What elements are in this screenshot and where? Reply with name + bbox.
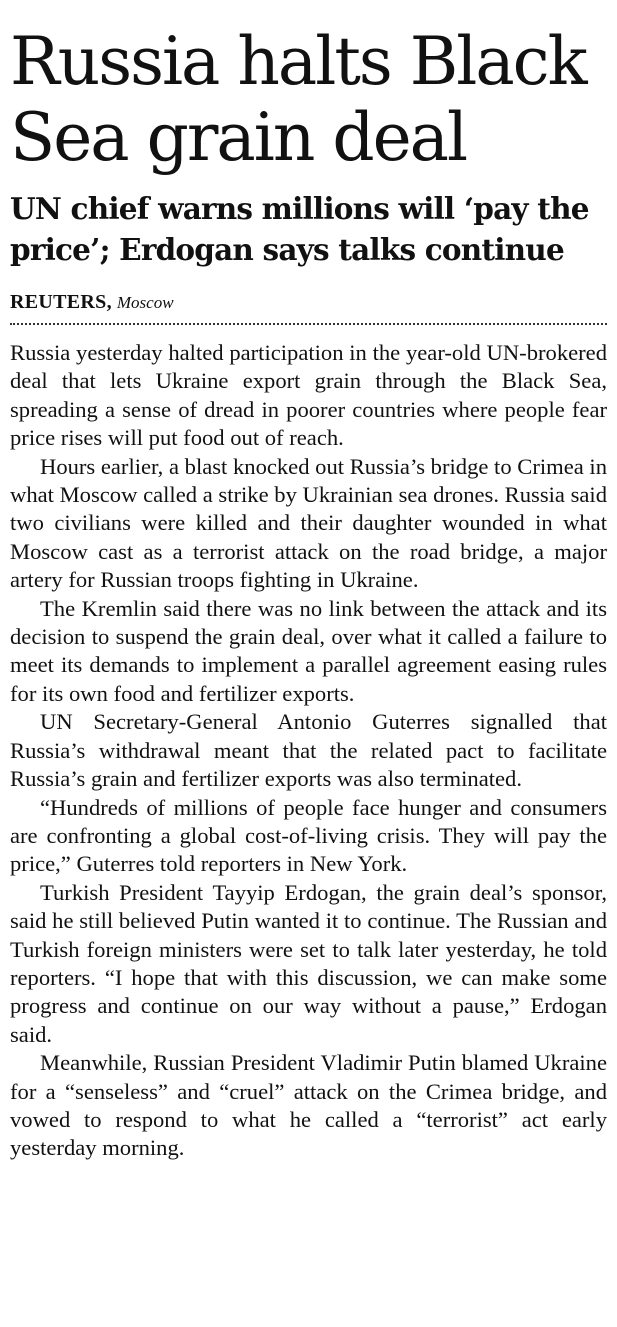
paragraph: UN Secretary-General Antonio Guterres signalled that Russia’s withdrawal meant that the related pact to facilitate Russia’s grain and fertilizer exports was also terminated. bbox=[10, 709, 607, 792]
article-body bbox=[10, 339, 607, 1163]
byline-location: Moscow bbox=[116, 293, 174, 312]
paragraph: “Hundreds of millions of people face hunger and consumers are confronting a global cost-of-living crisis. They will pay the price,” Guterres told reporters in New York. bbox=[10, 794, 607, 877]
byline bbox=[10, 290, 607, 315]
headline: Russia halts Black Sea grain deal bbox=[10, 23, 586, 176]
subheadline: UN chief warns millions will ‘pay the price’; Erdogan says talks continue bbox=[10, 191, 589, 267]
news-article bbox=[10, 0, 607, 1163]
paragraph: Russia yesterday halted participation in the year-old UN-brokered deal that lets Ukraine export grain through the Black Sea, spreading a sense of dread in poorer countries where people fear price rises will put food out of reach. bbox=[10, 340, 607, 451]
paragraph: Hours earlier, a blast knocked out Russia’s bridge to Crimea in what Moscow called a strike by Ukrainian sea drones. Russia said two civilians were killed and their daughter wounded in what Moscow cast as a terrorist attack on the road bridge, a major artery for Russian troops fighting in Ukraine. bbox=[10, 453, 607, 593]
paragraph: The Kremlin said there was no link between the attack and its decision to suspend the grain deal, over what it called a failure to meet its demands to implement a parallel agreement easing rules for its own food and fertilizer exports. bbox=[10, 595, 607, 706]
paragraph: Meanwhile, Russian President Vladimir Putin blamed Ukraine for a “senseless” and “cruel” attack on the Crimea bridge, and vowed to respond to what he called a “terrorist” act early yesterday morning. bbox=[10, 1050, 607, 1161]
paragraph: Turkish President Tayyip Erdogan, the grain deal’s sponsor, said he still believed Putin wanted it to continue. The Russian and Turkish foreign ministers were set to talk later yesterday, he told reporters. “I hope that with this discussion, we can make some progress and continue on our way without a pause,” Erdogan said. bbox=[10, 879, 607, 1047]
dotted-divider bbox=[10, 323, 607, 325]
byline-agency: REUTERS, bbox=[10, 291, 112, 313]
